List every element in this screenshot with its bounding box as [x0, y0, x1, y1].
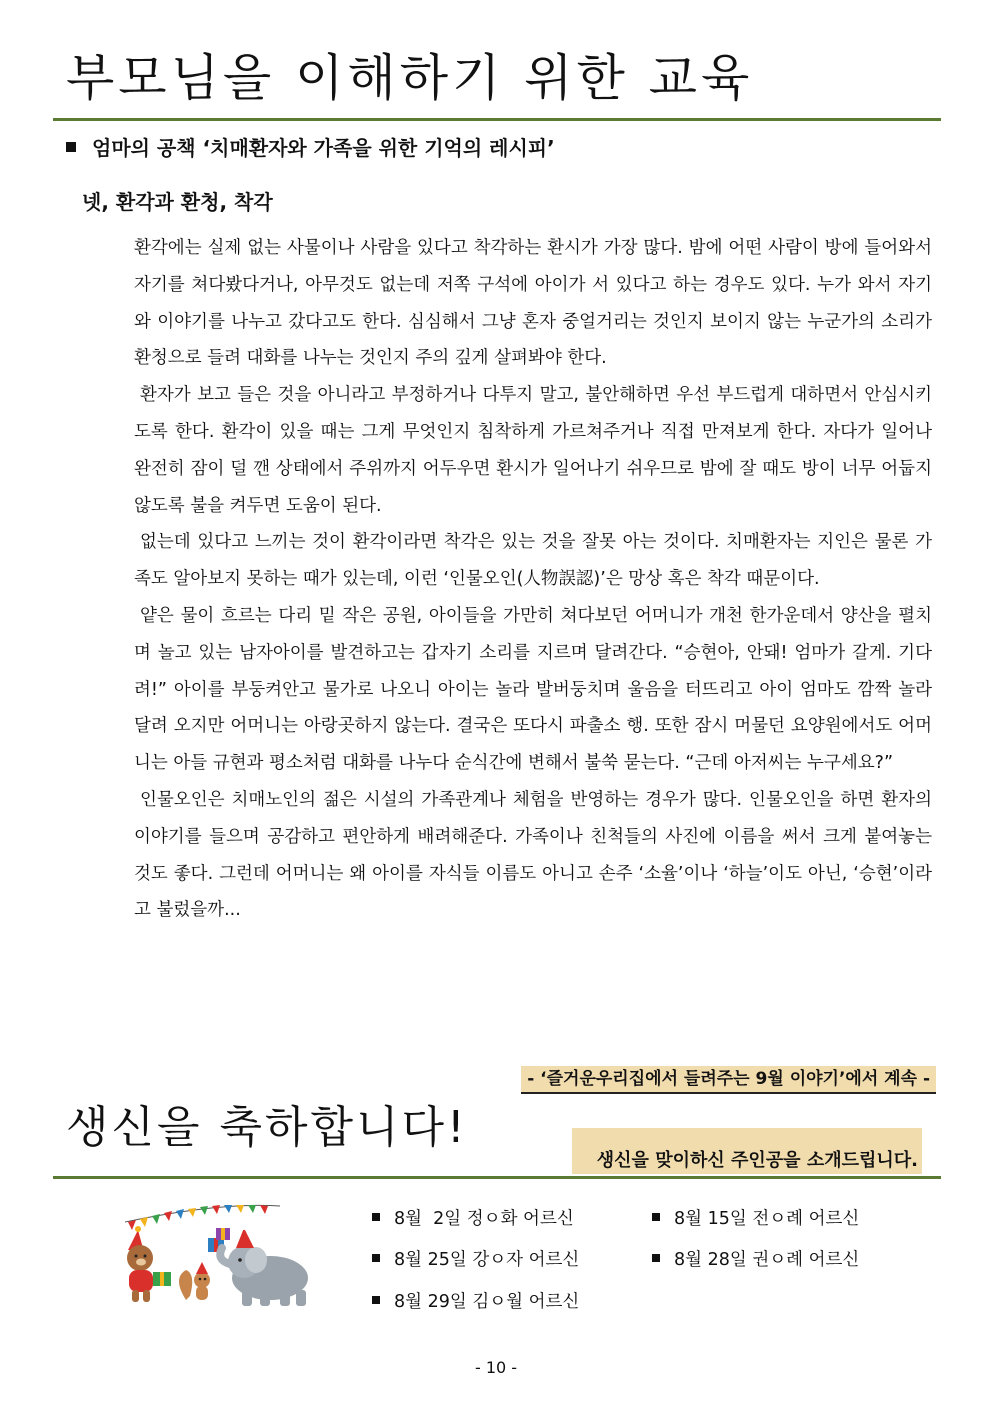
- paragraph-5: 인물오인은 치매노인의 젊은 시설의 가족관계나 체험을 반영하는 경우가 많다. 인물오인을 하면 환자의 이야기를 들으며 공감하고 편안하게 배려해준다. 가족이나 친척들의 사진에 이름을 써서 크게 붙여놓는 것도 좋다. 그런데 어머니는 왜 아이를 자식들 이름도 아니고 손주 ‘소율’이나 ‘하늘’이도 아닌, ‘승현’이라고 불렀을까...: [134, 789, 932, 921]
- birthday-divider: [53, 1176, 941, 1179]
- birthday-item: [372, 1247, 579, 1273]
- birthday-item-text: 8월 2일 정ㅇ화 어르신: [394, 1209, 574, 1229]
- birthday-item-text: 8월 28일 권ㅇ례 어르신: [674, 1250, 860, 1270]
- section-heading-text: 엄마의 공책 ‘치매환자와 가족을 위한 기억의 레시피’: [92, 136, 555, 160]
- squirrel-icon: [179, 1262, 210, 1300]
- birthday-item: [372, 1206, 574, 1232]
- source-note: - ‘즐거운우리집에서 들려주는 9월 이야기’에서 계속 -: [521, 1066, 936, 1094]
- square-bullet-icon: [652, 1254, 660, 1262]
- paragraph-2: 환자가 보고 들은 것을 아니라고 부정하거나 다투지 말고, 불안해하면 우선 부드럽게 대하면서 안심시키도록 한다. 환각이 있을 때는 그게 무엇인지 침착하게 가르쳐주거나 직접 만져보게 한다. 자다가 일어나 완전히 잠이 덜 깬 상태에서 주위까지 어두우면 환시가 일어나기 쉬우므로 밤에 잘 때도 방이 너무 어둡지 않도록 불을 켜두면 도움이 된다.: [134, 385, 932, 516]
- page-title: 부모님을 이해하기 위한 교육: [66, 49, 754, 107]
- birthday-item: [372, 1289, 579, 1315]
- title-divider: [53, 118, 941, 121]
- birthday-item-text: 8월 25일 강ㅇ자 어르신: [394, 1250, 580, 1270]
- birthday-item-text: 8월 29일 김ㅇ월 어르신: [394, 1292, 580, 1312]
- page-number: - 10 -: [474, 1358, 518, 1377]
- birthday-item: [652, 1206, 859, 1232]
- party-animals-illustration: [120, 1200, 325, 1310]
- bear-icon: [127, 1226, 171, 1302]
- sub-heading: 넷, 환각과 환청, 착각: [82, 190, 273, 214]
- elephant-icon: [220, 1224, 308, 1306]
- birthday-item-text: 8월 15일 전ㅇ례 어르신: [674, 1209, 860, 1229]
- paragraph-3: 없는데 있다고 느끼는 것이 환각이라면 착각은 있는 것을 잘못 아는 것이다. 치매환자는 지인은 물론 가족도 알아보지 못하는 때가 있는데, 이런 ‘인물오인(人物誤認)’은 망상 혹은 착각 때문이다.: [134, 532, 932, 590]
- birthday-item: [652, 1247, 859, 1273]
- square-bullet-icon: [372, 1254, 380, 1262]
- paragraph-4: 얕은 물이 흐르는 다리 밑 작은 공원, 아이들을 가만히 쳐다보던 어머니가 개천 한가운데서 양산을 펼치며 놀고 있는 남자아이를 발견하고는 갑자기 소리를 지르며 달려간다. “승현아, 안돼! 엄마가 갈게. 기다려!” 아이를 부둥켜안고 물가로 나오니 아이는 놀라 발버둥치며 울음을 터뜨리고 아이 엄마도 깜짝 놀라 달려 오지만 어머니는 아랑곳하지 않는다. 결국은 또다시 파출소 행. 또한 잠시 머물던 요양원에서도 어머니는 아들 규현과 평소처럼 대화를 나누다 순식간에 변해서 불쑥 묻는다. “근데 아저씨는 누구세요?”: [134, 605, 932, 774]
- square-bullet-icon: [372, 1213, 380, 1221]
- square-bullet-icon: [372, 1296, 380, 1304]
- article-body: [134, 230, 932, 929]
- birthday-title: 생신을 축하합니다!: [66, 1102, 468, 1153]
- square-bullet-icon: [652, 1213, 660, 1221]
- birthday-intro-badge: 생신을 맞이하신 주인공을 소개드립니다.: [572, 1128, 922, 1174]
- section-heading: [66, 134, 555, 162]
- paragraph-1: 환각에는 실제 없는 사물이나 사람을 있다고 착각하는 환시가 가장 많다. 밤에 어떤 사람이 방에 들어와서 자기를 쳐다봤다거나, 아무것도 없는데 저쪽 구석에 아이가 서 있다고 하는 경우도 있다. 누가 와서 자기와 이야기를 나누고 갔다고도 한다. 심심해서 그냥 혼자 중얼거리는 것인지 보이지 않는 누군가의 소리가 환청으로 들려 대화를 나누는 것인지 주의 깊게 살펴봐야 한다.: [134, 238, 932, 369]
- square-bullet-icon: [66, 142, 76, 152]
